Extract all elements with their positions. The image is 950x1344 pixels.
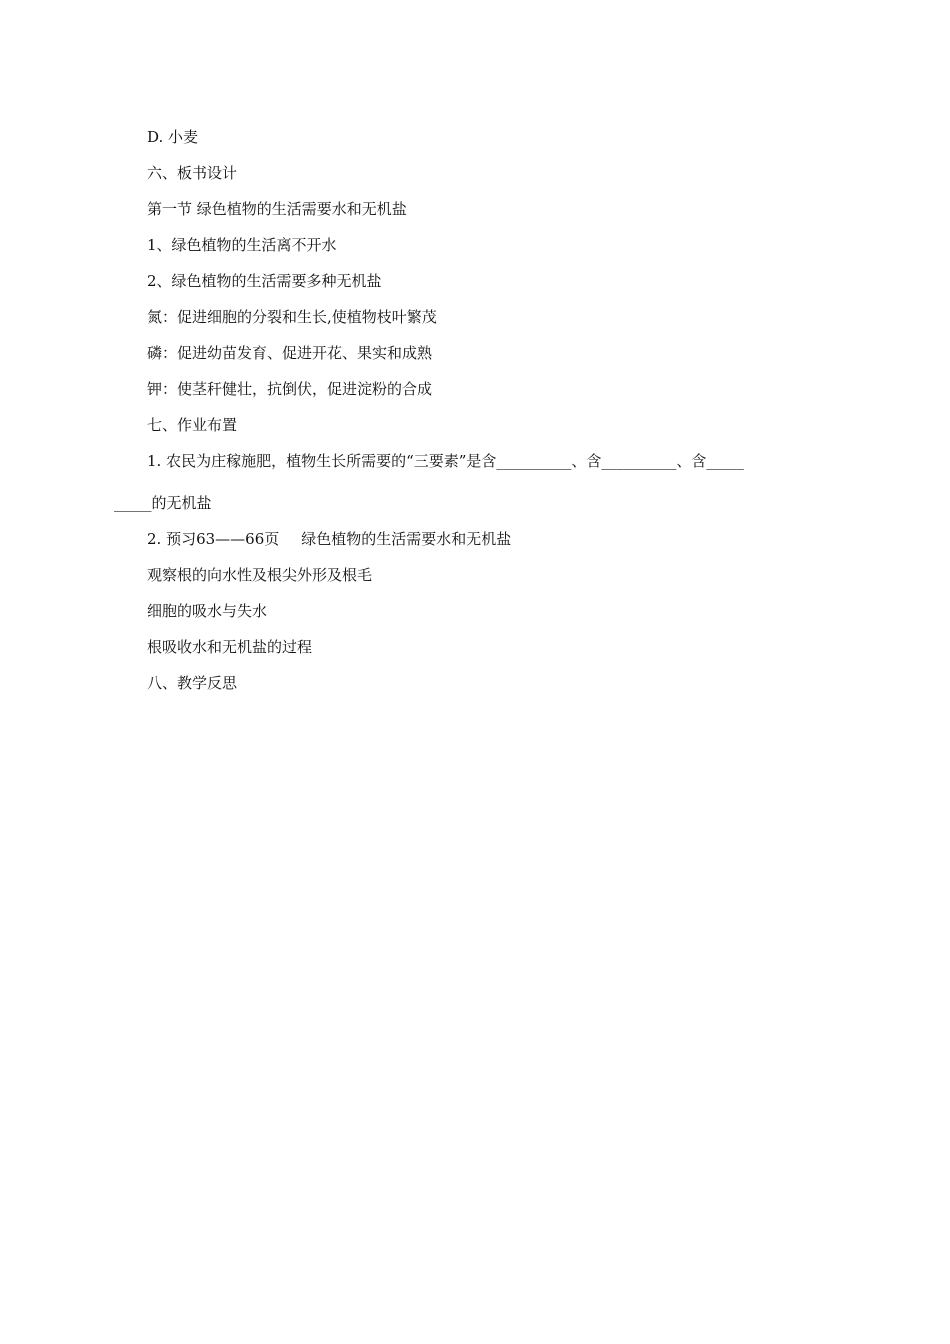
homework-item-2 — [147, 529, 511, 549]
board-section-title: 第一节 绿色植物的生活需要水和无机盐 — [147, 200, 407, 218]
section-homework-heading: 七、作业布置 — [147, 416, 238, 434]
phosphorus-line: 磷：促进幼苗发育、促进开花、果实和成熟 — [147, 344, 433, 362]
section-reflection-heading: 八、教学反思 — [147, 674, 238, 692]
potassium-line: 钾：使茎秆健壮，抗倒伏，促进淀粉的合成 — [147, 380, 433, 398]
nitrogen-line: 氮：促进细胞的分裂和生长,使植物枝叶繁茂 — [147, 308, 437, 326]
homework-question-1: 1. 农民为庄稼施肥，植物生长所需要的“三要素”是含__________、含__________、含_____ — [147, 452, 744, 470]
option-d-line: D. 小麦 — [147, 128, 199, 146]
section-board-design-heading: 六、板书设计 — [147, 164, 238, 182]
preview-item-absorption: 根吸收水和无机盐的过程 — [147, 638, 313, 656]
preview-item-roots: 观察根的向水性及根尖外形及根毛 — [147, 566, 373, 584]
homework-item-2-prefix: 2. 预习63——66页 — [147, 530, 280, 548]
board-point-1: 1、绿色植物的生活离不开水 — [147, 236, 337, 254]
preview-item-cells: 细胞的吸水与失水 — [147, 602, 268, 620]
homework-item-2-topic: 绿色植物的生活需要水和无机盐 — [301, 530, 512, 548]
board-point-2: 2、绿色植物的生活需要多种无机盐 — [147, 272, 382, 290]
homework-question-1-continued: _____的无机盐 — [114, 494, 212, 512]
